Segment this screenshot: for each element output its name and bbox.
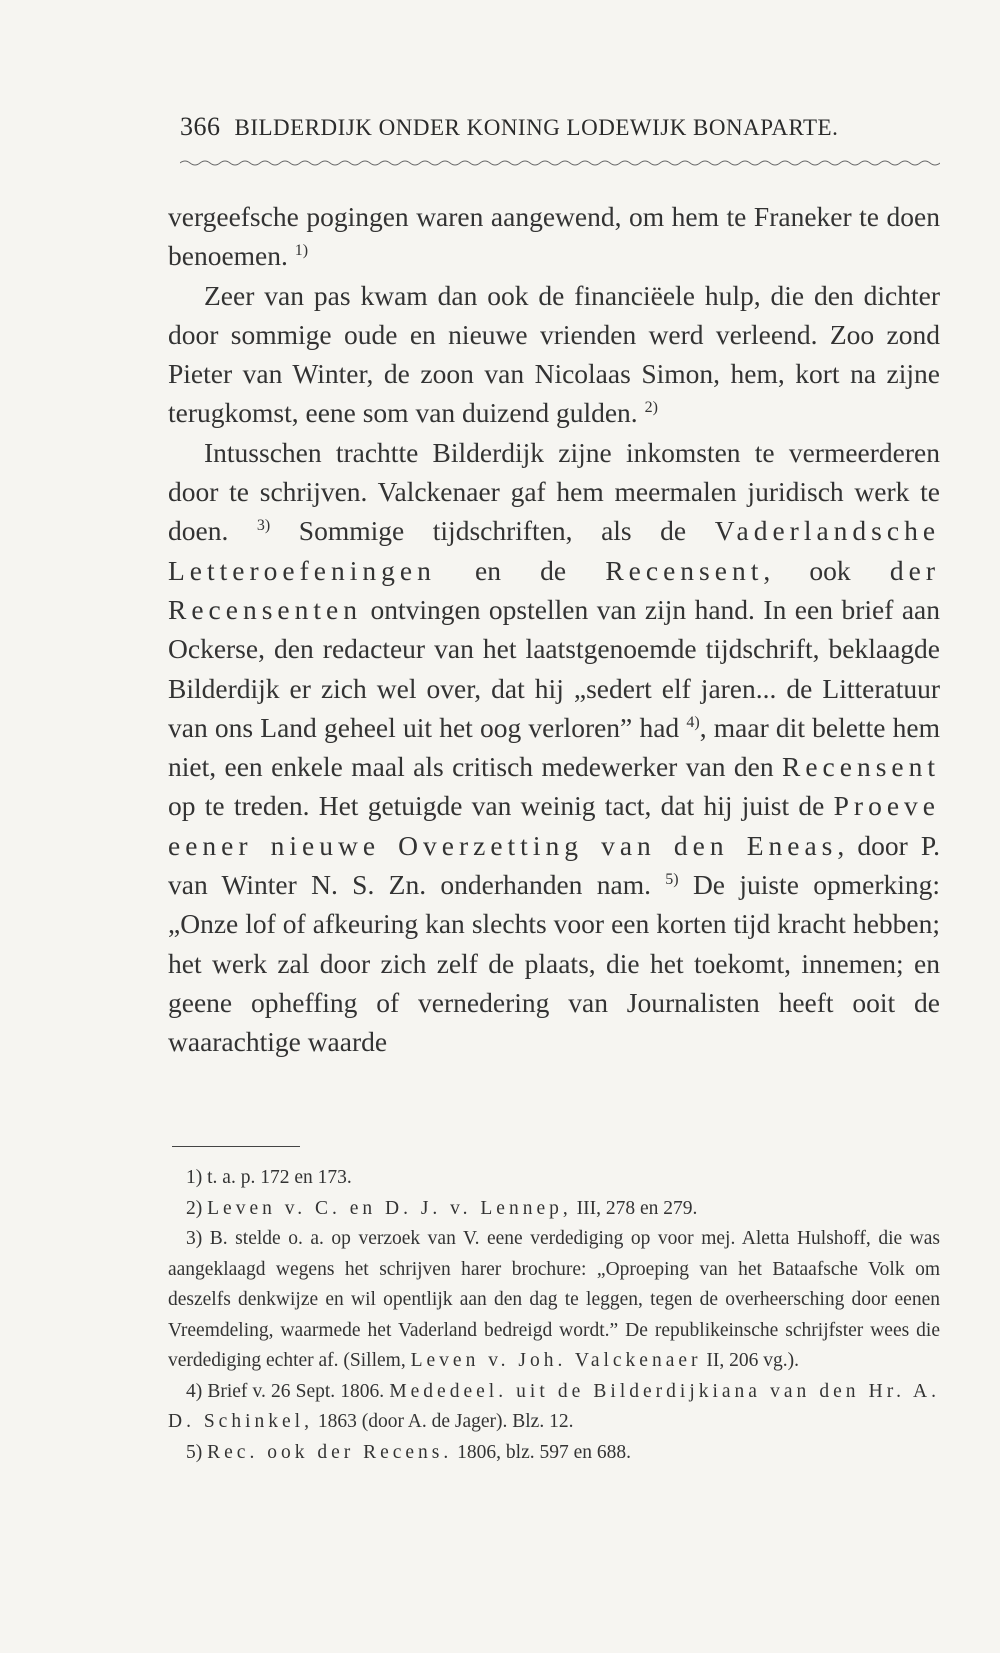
paragraph-3-text-a: Intusschen trachtte Bilderdijk zijne inkomsten te vermeerderen door te schrijven. Valckenaer gaf hem meermalen juridisch werk te doen.	[168, 436, 940, 547]
paragraph-3-text-f: , maar dit belette hem niet, een enkele maal als critisch medewerker van den	[168, 711, 940, 783]
header-ornamental-rule	[180, 158, 940, 168]
paragraph-2-text: Zeer van pas kwam dan ook de financiëele hulp, die den dichter door sommige oude en nieuwe vrienden werd verleend. Zoo zond Pieter van Winter, de zoon van Nicolaas Simon, hem, kort na zijne terugkomst, eene som van duizend gulden.	[168, 279, 940, 429]
footnote-separator	[172, 1146, 300, 1147]
footnote-4-text: 4) Brief v. 26 Sept. 1806.	[186, 1380, 385, 1402]
footnote-5-title: Rec. ook der Recens.	[207, 1441, 453, 1463]
footnote-2	[168, 1194, 940, 1225]
paragraph-3-text-b: Sommige tijdschriften, als de	[298, 515, 687, 547]
paragraph-2	[168, 276, 940, 433]
footnotes	[168, 1163, 940, 1468]
paragraph-3-text-e: ontvingen opstellen van zijn hand. In een brief aan Ockerse, den redacteur van het laatstgenoemde tijdschrift, beklaagde Bilderdijk er zich wel over, dat hij „sedert elf jaren... de Litteratuur van ons Land geheel uit het oog verloren” had	[168, 593, 941, 743]
paragraph-3-text-g: op te treden. Het getuigde van weinig tact, dat hij juist de	[168, 790, 825, 822]
body-text	[168, 197, 940, 1062]
footnote-2-text: III, 278 en 279.	[576, 1197, 698, 1219]
paragraph-3-text-d: , ook	[763, 554, 851, 586]
footnote-ref-2: 2)	[644, 399, 658, 417]
footnote-2-title: Leven v. C. en D. J. v. Lennep,	[207, 1197, 572, 1219]
footnote-3-title: Leven v. Joh. Valckenaer	[410, 1350, 702, 1371]
footnote-ref-3: 3)	[256, 517, 271, 535]
footnote-3-text: 3) B. stelde o. a. op verzoek van V. eene verdediging op voor mej. Aletta Hulshoff, die was aangeklaagd wegens het schrijven harer brochure: „Oproeping van het Bataafsche Volk om deszelfs denkwijze en wil opentlijk aan den dag te leggen, tegen de overheersching door eenen Vreemdeling, waarmede het Vaderland bedreigd wordt.” De republikeinsche schrijfster wees die verdediging echter af. (Sillem,	[168, 1228, 940, 1371]
footnote-3-text-b: II, 206 vg.).	[706, 1350, 800, 1371]
footnote-5-text: 1806, blz. 597 en 688.	[457, 1441, 632, 1463]
paragraph-1	[168, 197, 940, 276]
running-header	[180, 112, 940, 142]
footnote-3	[168, 1224, 940, 1377]
title-recensent: Recensent	[605, 554, 764, 586]
paragraph-3-text-h: , door P. van Winter N. S. Zn. onderhanden nam.	[168, 829, 940, 901]
title-recensent-2: Recensent	[782, 751, 941, 783]
paragraph-3-text-c: en de	[475, 554, 567, 586]
footnote-4-title: Mededeel. uit de Bilderdijkiana van den Hr. A. D. Schinkel,	[168, 1380, 940, 1432]
running-title: BILDERDIJK ONDER KONING LODEWIJK BONAPARTE.	[234, 115, 839, 140]
paragraph-3	[168, 433, 940, 1062]
footnote-4-text-b: 1863 (door A. de Jager). Blz. 12.	[317, 1411, 574, 1432]
footnote-ref-4: 4)	[686, 713, 700, 731]
footnote-4	[168, 1377, 940, 1438]
title-der-recensenten: der Recensenten	[168, 554, 941, 625]
footnote-2-marker: 2)	[186, 1197, 203, 1219]
footnote-5	[168, 1438, 940, 1469]
footnote-5-marker: 5)	[186, 1441, 203, 1463]
paragraph-3-text-i: De juiste opmerking: „Onze lof of afkeuring kan slechts voor een korten tijd kracht hebben; het werk zal door zich zelf de plaats, die het toekomt, innemen; en geene opheffing of vernedering van Journalisten heeft ooit de waarachtige waarde	[168, 869, 941, 1058]
footnote-1: 1) t. a. p. 172 en 173.	[186, 1167, 352, 1188]
footnote-ref-5: 5)	[665, 870, 679, 888]
footnote-ref-1: 1)	[294, 242, 309, 260]
page-number: 366	[180, 112, 221, 141]
title-proeve-eneas: Proeve eener nieuwe Overzetting van den Eneas	[168, 790, 941, 861]
title-vaderlandsche-letteroefeningen: Vaderlandsche Letteroefeningen	[168, 515, 941, 586]
paragraph-1-text: vergeefsche pogingen waren aangewend, om hem te Franeker te doen benoemen.	[168, 201, 940, 272]
